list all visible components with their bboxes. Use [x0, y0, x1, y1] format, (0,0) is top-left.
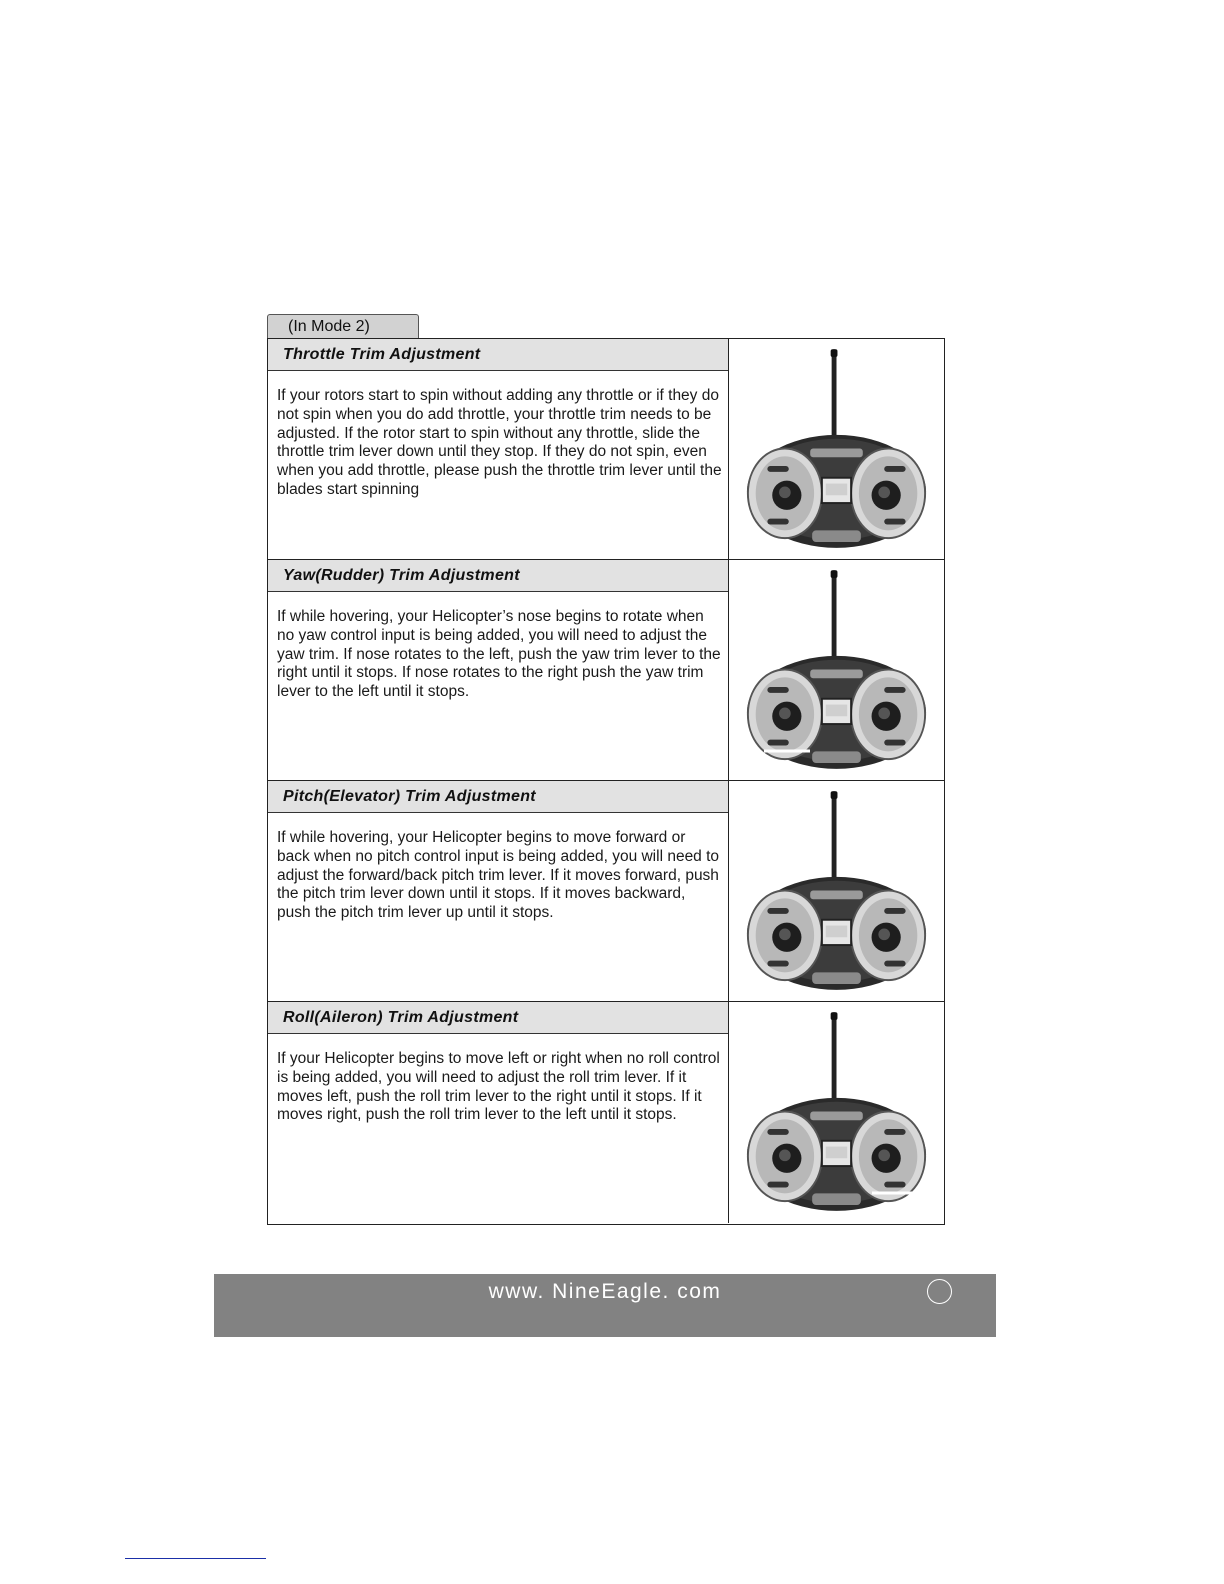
- trim-adjustment-table: [267, 338, 945, 1225]
- section-body: If while hovering, your Helicopter begins to move forward or back when no pitch control input is being added, you will need to adjust the forward/back pitch trim lever. If it moves forward, push the pitch trim lever down until it stops. If it moves backward, push the pitch trim lever up until it stops.: [277, 829, 720, 922]
- pitch-trim-section: [268, 781, 944, 1002]
- section-title: Roll(Aileron) Trim Adjustment: [268, 1002, 728, 1034]
- section-body: If your rotors start to spin without adding any throttle or if they do not spin when you do add throttle, your throttle trim needs to be adjusted. If the rotor start to spin without any throttle, slide the throttle trim lever down until they stop. If they do not spin, even when you add throttle, please push the throttle trim lever until the blades start spinning: [277, 387, 722, 498]
- section-image-cell: [729, 1002, 944, 1223]
- roll-trim-section: [268, 1002, 944, 1223]
- section-text-cell: [268, 1002, 729, 1223]
- transmitter-throttle-trim-illustration: [744, 347, 929, 552]
- section-text-cell: [268, 781, 729, 1001]
- section-text-cell: [268, 560, 729, 780]
- section-text-cell: [268, 339, 729, 559]
- section-body: If your Helicopter begins to move left or right when no roll control is being added, you will need to adjust the roll trim lever. If it moves left, push the roll trim lever to the right until it stops. If it moves right, push the roll trim lever to the left until it stops.: [277, 1050, 720, 1124]
- section-title: Yaw(Rudder) Trim Adjustment: [268, 560, 728, 592]
- yaw-trim-section: [268, 560, 944, 781]
- bottom-divider: [125, 1558, 266, 1559]
- throttle-trim-section: [268, 339, 944, 560]
- page-number-circle-icon: [927, 1279, 952, 1304]
- transmitter-pitch-trim-illustration: [744, 789, 929, 994]
- transmitter-roll-trim-illustration: [744, 1010, 929, 1215]
- mode-tab: (In Mode 2): [267, 314, 419, 338]
- section-title: Pitch(Elevator) Trim Adjustment: [268, 781, 728, 813]
- section-image-cell: [729, 560, 944, 780]
- website-url: www. NineEagle. com: [488, 1280, 722, 1303]
- footer-bar: [214, 1274, 996, 1337]
- section-body: If while hovering, your Helicopter’s nose begins to rotate when no yaw control input is being added, you will need to adjust the yaw trim. If nose rotates to the left, push the yaw trim lever to the right until it stops. If nose rotates to the right push the yaw trim lever to the left until it stops.: [277, 608, 721, 701]
- section-title: Throttle Trim Adjustment: [268, 339, 728, 371]
- transmitter-yaw-trim-illustration: [744, 568, 929, 773]
- section-image-cell: [729, 339, 944, 559]
- section-image-cell: [729, 781, 944, 1001]
